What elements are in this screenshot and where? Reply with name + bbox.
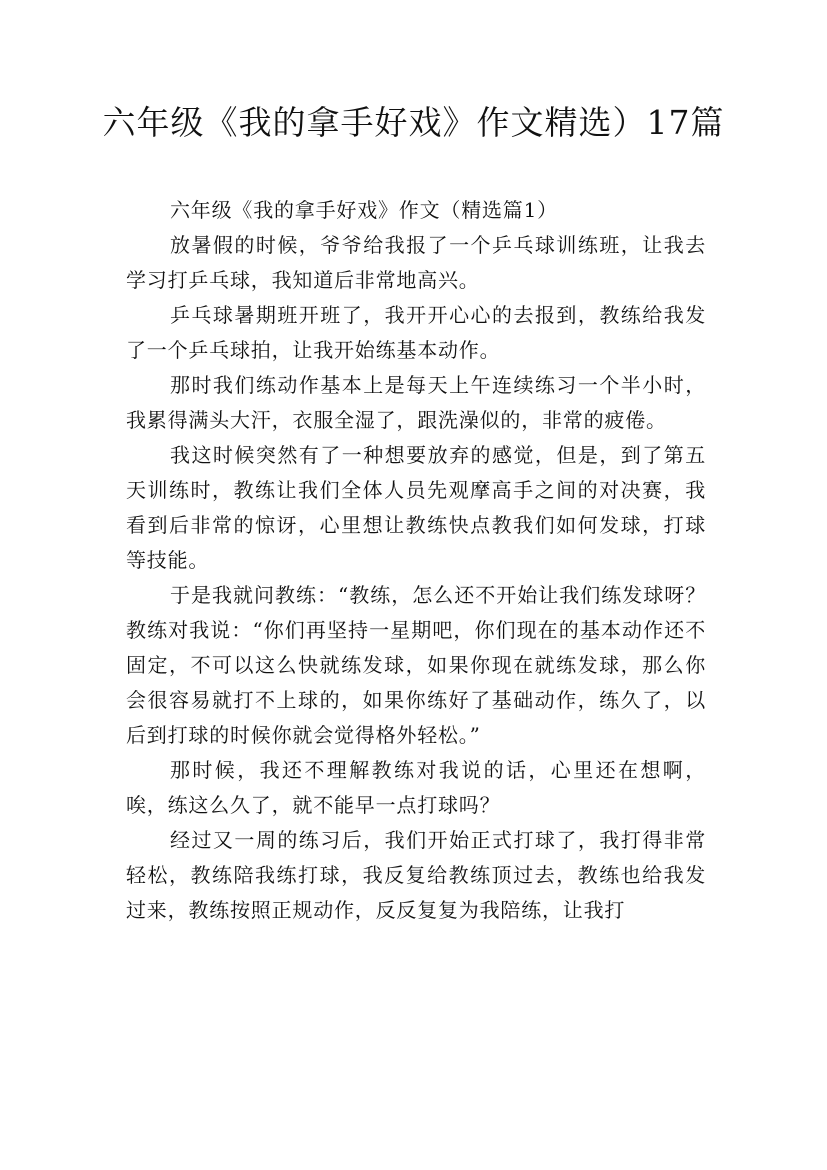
paragraph: 那时候，我还不理解教练对我说的话，心里还在想啊，唉，练这么久了，就不能早一点打球吗？ [126, 758, 706, 817]
section-heading: 六年级《我的拿手好戏》作文（精选篇1） [170, 198, 558, 222]
paragraph: 那时我们练动作基本上是每天上午连续练习一个半小时，我累得满头大汗，衣服全湿了，跟洗澡似的，非常的疲倦。 [126, 373, 706, 432]
paragraph: 乒乓球暑期班开班了，我开开心心的去报到，教练给我发了一个乒乓球拍，让我开始练基本动作。 [126, 303, 706, 362]
paragraph: 经过又一周的练习后，我们开始正式打球了，我打得非常轻松，教练陪我练打球，我反复给教练顶过去，教练也给我发过来，教练按照正规动作，反反复复为我陪练，让我打 [126, 828, 706, 922]
paragraph: 放暑假的时候，爷爷给我报了一个乒乓球训练班，让我去学习打乒乓球，我知道后非常地高兴。 [126, 233, 706, 292]
paragraph: 于是我就问教练：“教练，怎么还不开始让我们练发球呀？教练对我说：“你们再坚持一星期吧，你们现在的基本动作还不固定，不可以这么快就练发球，如果你现在就练发球，那么你会很容易就打不上球的，如果你练好了基础动作，练久了，以后到打球的时候你就会觉得格外轻松。” [126, 583, 706, 747]
document-title: 六年级《我的拿手好戏》作文精选）17篇 [102, 103, 725, 142]
paragraph: 我这时候突然有了一种想要放弃的感觉，但是，到了第五天训练时，教练让我们全体人员先观摩高手之间的对决赛，我看到后非常的惊讶，心里想让教练快点教我们如何发球，打球等技能。 [126, 443, 706, 572]
document-body [126, 193, 706, 928]
